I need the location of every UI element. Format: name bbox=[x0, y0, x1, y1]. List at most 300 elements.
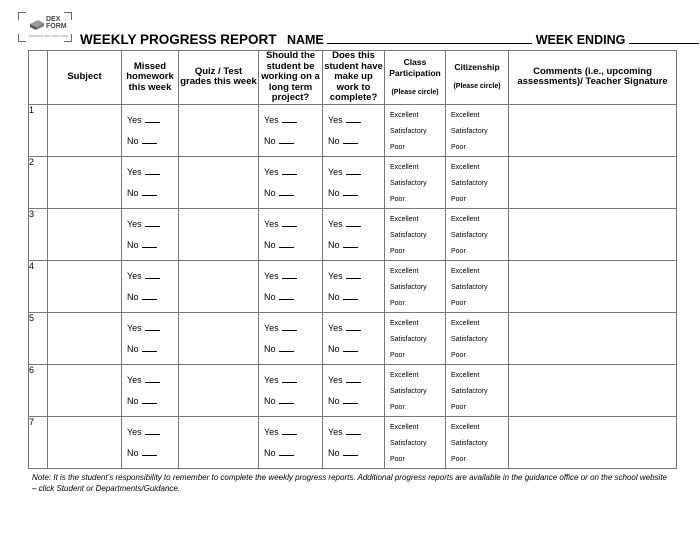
long-term-project-cell[interactable] bbox=[259, 364, 323, 416]
make-up-work-options bbox=[323, 105, 384, 156]
citizenship-options bbox=[446, 313, 508, 364]
citizenship-poor[interactable]: Poor bbox=[451, 299, 466, 307]
long-term-project-cell[interactable] bbox=[259, 104, 323, 156]
row-number: 3 bbox=[29, 208, 48, 260]
citizenship-excellent[interactable]: Excellent bbox=[451, 215, 480, 223]
no-blank[interactable] bbox=[343, 240, 358, 248]
long-term-project-cell[interactable] bbox=[259, 312, 323, 364]
yes-label: Yes bbox=[127, 322, 142, 333]
citizenship-satisfactory[interactable]: Satisfactory bbox=[451, 231, 488, 239]
missed-homework-header: Missed homework this week bbox=[122, 51, 179, 105]
frame-corner-bottom-left bbox=[18, 34, 26, 42]
no-label: No bbox=[328, 291, 340, 302]
long-term-project-yes[interactable] bbox=[264, 115, 297, 125]
participation-satisfactory[interactable]: Satisfactory bbox=[390, 179, 427, 187]
no-label: No bbox=[127, 395, 139, 406]
no-blank[interactable] bbox=[279, 344, 294, 352]
participation-cell bbox=[385, 260, 446, 312]
logo-wordmark bbox=[46, 16, 67, 30]
make-up-work-cell[interactable] bbox=[323, 208, 385, 260]
make-up-work-yes[interactable] bbox=[328, 115, 361, 125]
long-term-project-header: Should the student be working on a long term project? bbox=[259, 51, 323, 105]
missed-homework-options bbox=[122, 417, 178, 468]
comments-cell[interactable] bbox=[509, 260, 677, 312]
row-number: 6 bbox=[29, 364, 48, 416]
citizenship-cell bbox=[446, 416, 509, 468]
long-term-project-yes[interactable] bbox=[264, 427, 297, 437]
logo-word-bottom: FORM bbox=[46, 23, 67, 30]
no-label: No bbox=[127, 239, 139, 250]
missed-homework-no[interactable] bbox=[127, 448, 157, 458]
quiz-test-cell[interactable] bbox=[179, 208, 259, 260]
yes-label: Yes bbox=[127, 374, 142, 385]
participation-cell bbox=[385, 364, 446, 416]
long-term-project-no[interactable] bbox=[264, 292, 294, 302]
participation-options bbox=[385, 417, 445, 468]
logo-word-top: DEX bbox=[46, 16, 61, 23]
yes-label: Yes bbox=[328, 426, 343, 437]
yes-blank[interactable] bbox=[346, 427, 361, 435]
yes-blank[interactable] bbox=[282, 427, 297, 435]
participation-cell bbox=[385, 312, 446, 364]
citizenship-cell bbox=[446, 312, 509, 364]
participation-cell bbox=[385, 156, 446, 208]
missed-homework-no[interactable] bbox=[127, 136, 157, 146]
make-up-work-no[interactable] bbox=[328, 136, 358, 146]
participation-satisfactory[interactable]: Satisfactory bbox=[390, 335, 427, 343]
participation-cell bbox=[385, 104, 446, 156]
row-number: 5 bbox=[29, 312, 48, 364]
citizenship-options bbox=[446, 417, 508, 468]
week-ending-field[interactable] bbox=[629, 32, 699, 44]
long-term-project-options bbox=[259, 261, 322, 312]
long-term-project-no[interactable] bbox=[264, 448, 294, 458]
yes-blank[interactable] bbox=[145, 115, 160, 123]
missed-homework-options bbox=[122, 157, 178, 208]
no-label: No bbox=[127, 343, 139, 354]
no-label: No bbox=[127, 187, 139, 198]
make-up-work-yes[interactable] bbox=[328, 167, 361, 177]
yes-blank[interactable] bbox=[346, 375, 361, 383]
yes-blank[interactable] bbox=[145, 375, 160, 383]
quiz-test-cell[interactable] bbox=[179, 260, 259, 312]
row-number: 7 bbox=[29, 416, 48, 468]
yes-blank[interactable] bbox=[282, 219, 297, 227]
citizenship-cell bbox=[446, 364, 509, 416]
make-up-work-cell[interactable] bbox=[323, 416, 385, 468]
citizenship-cell bbox=[446, 156, 509, 208]
participation-options bbox=[385, 209, 445, 260]
quiz-test-cell[interactable] bbox=[179, 416, 259, 468]
no-label: No bbox=[264, 395, 276, 406]
missed-homework-no[interactable] bbox=[127, 396, 157, 406]
participation-satisfactory[interactable]: Satisfactory bbox=[390, 127, 427, 135]
make-up-work-yes[interactable] bbox=[328, 323, 361, 333]
long-term-project-cell[interactable] bbox=[259, 208, 323, 260]
subject-cell[interactable] bbox=[48, 312, 122, 364]
missed-homework-yes[interactable] bbox=[127, 375, 160, 385]
citizenship-cell bbox=[446, 260, 509, 312]
long-term-project-no[interactable] bbox=[264, 396, 294, 406]
quiz-test-cell[interactable] bbox=[179, 104, 259, 156]
yes-blank[interactable] bbox=[346, 167, 361, 175]
no-blank[interactable] bbox=[142, 292, 157, 300]
make-up-work-no[interactable] bbox=[328, 396, 358, 406]
participation-excellent[interactable]: Excellent bbox=[390, 423, 419, 431]
no-label: No bbox=[264, 135, 276, 146]
progress-table bbox=[28, 50, 677, 469]
make-up-work-options bbox=[323, 261, 384, 312]
yes-blank[interactable] bbox=[282, 115, 297, 123]
yes-label: Yes bbox=[264, 374, 279, 385]
participation-poor[interactable]: Poor bbox=[390, 455, 405, 463]
long-term-project-options bbox=[259, 417, 322, 468]
missed-homework-yes[interactable] bbox=[127, 167, 160, 177]
table-row bbox=[29, 104, 677, 156]
yes-label: Yes bbox=[328, 322, 343, 333]
comments-cell[interactable] bbox=[509, 312, 677, 364]
footer-note: Note: It is the student’s responsibility to remember to complete the weekly progress reports. Additional progress reports are available in the guidance office or on the school website – click Student or Departments/Guidance. bbox=[32, 473, 667, 493]
table-row bbox=[29, 364, 677, 416]
report-header bbox=[80, 32, 699, 47]
no-label: No bbox=[264, 343, 276, 354]
no-blank[interactable] bbox=[142, 344, 157, 352]
no-blank[interactable] bbox=[343, 292, 358, 300]
no-blank[interactable] bbox=[279, 240, 294, 248]
document-stack-icon bbox=[29, 18, 45, 32]
citizenship-poor[interactable]: Poor bbox=[451, 351, 466, 359]
missed-homework-no[interactable] bbox=[127, 292, 157, 302]
citizenship-header bbox=[446, 51, 509, 105]
participation-cell bbox=[385, 208, 446, 260]
participation-satisfactory[interactable]: Satisfactory bbox=[390, 231, 427, 239]
yes-blank[interactable] bbox=[346, 323, 361, 331]
yes-label: Yes bbox=[127, 114, 142, 125]
missed-homework-options bbox=[122, 209, 178, 260]
participation-options bbox=[385, 105, 445, 156]
citizenship-satisfactory[interactable]: Satisfactory bbox=[451, 127, 488, 135]
missed-homework-options bbox=[122, 313, 178, 364]
participation-satisfactory[interactable]: Satisfactory bbox=[390, 387, 427, 395]
participation-hint: (Please circle) bbox=[391, 88, 439, 96]
make-up-work-no[interactable] bbox=[328, 188, 358, 198]
participation-poor[interactable]: Poor bbox=[390, 299, 405, 307]
participation-poor[interactable]: Poor bbox=[390, 143, 405, 151]
report-title: WEEKLY PROGRESS REPORT bbox=[80, 32, 277, 47]
citizenship-poor[interactable]: Poor bbox=[451, 403, 466, 411]
no-label: No bbox=[264, 187, 276, 198]
make-up-work-options bbox=[323, 157, 384, 208]
long-term-project-yes[interactable] bbox=[264, 167, 297, 177]
participation-poor[interactable]: Poor bbox=[390, 195, 405, 203]
citizenship-excellent[interactable]: Excellent bbox=[451, 319, 480, 327]
long-term-project-yes[interactable] bbox=[264, 219, 297, 229]
make-up-work-yes[interactable] bbox=[328, 427, 361, 437]
citizenship-options bbox=[446, 157, 508, 208]
missed-homework-no[interactable] bbox=[127, 240, 157, 250]
make-up-work-cell[interactable] bbox=[323, 260, 385, 312]
long-term-project-options bbox=[259, 157, 322, 208]
citizenship-poor[interactable]: Poor bbox=[451, 143, 466, 151]
week-ending-label: WEEK ENDING bbox=[535, 33, 626, 47]
no-label: No bbox=[127, 135, 139, 146]
no-label: No bbox=[328, 239, 340, 250]
no-label: No bbox=[328, 343, 340, 354]
citizenship-hint: (Please circle) bbox=[453, 82, 501, 90]
no-blank[interactable] bbox=[279, 136, 294, 144]
yes-blank[interactable] bbox=[282, 167, 297, 175]
citizenship-poor[interactable]: Poor bbox=[451, 455, 466, 463]
make-up-work-yes[interactable] bbox=[328, 271, 361, 281]
participation-excellent[interactable]: Excellent bbox=[390, 215, 419, 223]
make-up-work-yes[interactable] bbox=[328, 219, 361, 229]
missed-homework-options bbox=[122, 105, 178, 156]
long-term-project-options bbox=[259, 365, 322, 416]
citizenship-satisfactory[interactable]: Satisfactory bbox=[451, 387, 488, 395]
class-participation-label: Class Participation bbox=[389, 56, 441, 78]
yes-label: Yes bbox=[328, 374, 343, 385]
logo-tagline: DOWNLOAD. EDIT. PRINT. DONE bbox=[29, 35, 68, 38]
participation-excellent[interactable]: Excellent bbox=[390, 371, 419, 379]
yes-blank[interactable] bbox=[145, 427, 160, 435]
missed-homework-yes[interactable] bbox=[127, 115, 160, 125]
participation-options bbox=[385, 261, 445, 312]
yes-label: Yes bbox=[127, 218, 142, 229]
missed-homework-no[interactable] bbox=[127, 188, 157, 198]
quiz-test-cell[interactable] bbox=[179, 156, 259, 208]
yes-blank[interactable] bbox=[282, 323, 297, 331]
no-blank[interactable] bbox=[279, 292, 294, 300]
no-blank[interactable] bbox=[343, 396, 358, 404]
header-row bbox=[29, 51, 677, 105]
participation-poor[interactable]: Poor bbox=[390, 351, 405, 359]
citizenship-options bbox=[446, 105, 508, 156]
missed-homework-options bbox=[122, 261, 178, 312]
no-label: No bbox=[127, 447, 139, 458]
subject-cell[interactable] bbox=[48, 260, 122, 312]
name-label: NAME bbox=[286, 33, 324, 47]
yes-blank[interactable] bbox=[346, 219, 361, 227]
participation-options bbox=[385, 157, 445, 208]
citizenship-poor[interactable]: Poor bbox=[451, 247, 466, 255]
no-blank[interactable] bbox=[142, 188, 157, 196]
yes-label: Yes bbox=[328, 114, 343, 125]
subject-cell[interactable] bbox=[48, 208, 122, 260]
make-up-work-options bbox=[323, 365, 384, 416]
table-row bbox=[29, 156, 677, 208]
no-label: No bbox=[127, 291, 139, 302]
table-body bbox=[29, 104, 677, 468]
no-label: No bbox=[328, 447, 340, 458]
logo-frame bbox=[18, 12, 72, 42]
comments-cell[interactable] bbox=[509, 104, 677, 156]
row-number-header bbox=[29, 51, 48, 105]
missed-homework-no[interactable] bbox=[127, 344, 157, 354]
yes-blank[interactable] bbox=[346, 115, 361, 123]
citizenship-satisfactory[interactable]: Satisfactory bbox=[451, 283, 488, 291]
quiz-test-header: Quiz / Test grades this week bbox=[179, 51, 259, 105]
yes-blank[interactable] bbox=[346, 271, 361, 279]
make-up-work-options bbox=[323, 209, 384, 260]
no-blank[interactable] bbox=[279, 396, 294, 404]
no-blank[interactable] bbox=[343, 344, 358, 352]
yes-label: Yes bbox=[127, 270, 142, 281]
make-up-work-cell[interactable] bbox=[323, 156, 385, 208]
long-term-project-yes[interactable] bbox=[264, 271, 297, 281]
participation-poor[interactable]: Poor bbox=[390, 403, 405, 411]
participation-satisfactory[interactable]: Satisfactory bbox=[390, 283, 427, 291]
make-up-work-no[interactable] bbox=[328, 344, 358, 354]
class-participation-header bbox=[385, 51, 446, 105]
missed-homework-cell[interactable] bbox=[122, 156, 179, 208]
citizenship-excellent[interactable]: Excellent bbox=[451, 371, 480, 379]
citizenship-excellent[interactable]: Excellent bbox=[451, 423, 480, 431]
no-blank[interactable] bbox=[279, 188, 294, 196]
table-row bbox=[29, 416, 677, 468]
participation-options bbox=[385, 365, 445, 416]
yes-blank[interactable] bbox=[145, 167, 160, 175]
missed-homework-options bbox=[122, 365, 178, 416]
missed-homework-cell[interactable] bbox=[122, 312, 179, 364]
make-up-work-header: Does this student have make up work to complete? bbox=[324, 50, 383, 103]
missed-homework-cell[interactable] bbox=[122, 104, 179, 156]
table-row bbox=[29, 260, 677, 312]
citizenship-options bbox=[446, 365, 508, 416]
long-term-project-no[interactable] bbox=[264, 240, 294, 250]
yes-blank[interactable] bbox=[145, 271, 160, 279]
citizenship-options bbox=[446, 209, 508, 260]
missed-homework-cell[interactable] bbox=[122, 260, 179, 312]
long-term-project-options bbox=[259, 209, 322, 260]
missed-homework-yes[interactable] bbox=[127, 323, 160, 333]
citizenship-cell bbox=[446, 104, 509, 156]
yes-label: Yes bbox=[264, 270, 279, 281]
participation-excellent[interactable]: Excellent bbox=[390, 163, 419, 171]
participation-excellent[interactable]: Excellent bbox=[390, 111, 419, 119]
missed-homework-yes[interactable] bbox=[127, 427, 160, 437]
row-number: 2 bbox=[29, 156, 48, 208]
no-label: No bbox=[328, 135, 340, 146]
long-term-project-yes[interactable] bbox=[264, 323, 297, 333]
no-blank[interactable] bbox=[343, 136, 358, 144]
missed-homework-cell[interactable] bbox=[122, 416, 179, 468]
long-term-project-cell[interactable] bbox=[259, 156, 323, 208]
long-term-project-no[interactable] bbox=[264, 188, 294, 198]
citizenship-satisfactory[interactable]: Satisfactory bbox=[451, 335, 488, 343]
citizenship-cell bbox=[446, 208, 509, 260]
yes-label: Yes bbox=[127, 166, 142, 177]
table-row bbox=[29, 312, 677, 364]
missed-homework-cell[interactable] bbox=[122, 364, 179, 416]
subject-cell[interactable] bbox=[48, 156, 122, 208]
yes-label: Yes bbox=[264, 426, 279, 437]
participation-excellent[interactable]: Excellent bbox=[390, 267, 419, 275]
no-blank[interactable] bbox=[343, 188, 358, 196]
subject-cell[interactable] bbox=[48, 104, 122, 156]
quiz-test-cell[interactable] bbox=[179, 364, 259, 416]
dexform-logo bbox=[29, 15, 69, 41]
comments-cell[interactable] bbox=[509, 156, 677, 208]
comments-cell[interactable] bbox=[509, 208, 677, 260]
missed-homework-yes[interactable] bbox=[127, 219, 160, 229]
citizenship-satisfactory[interactable]: Satisfactory bbox=[451, 439, 488, 447]
make-up-work-no[interactable] bbox=[328, 448, 358, 458]
no-label: No bbox=[328, 395, 340, 406]
citizenship-label: Citizenship bbox=[454, 62, 500, 73]
no-blank[interactable] bbox=[142, 396, 157, 404]
no-blank[interactable] bbox=[142, 136, 157, 144]
no-label: No bbox=[328, 187, 340, 198]
yes-blank[interactable] bbox=[282, 375, 297, 383]
long-term-project-no[interactable] bbox=[264, 344, 294, 354]
yes-label: Yes bbox=[264, 166, 279, 177]
make-up-work-cell[interactable] bbox=[323, 104, 385, 156]
comments-cell[interactable] bbox=[509, 364, 677, 416]
make-up-work-options bbox=[323, 313, 384, 364]
yes-label: Yes bbox=[264, 322, 279, 333]
quiz-test-cell[interactable] bbox=[179, 312, 259, 364]
no-blank[interactable] bbox=[142, 448, 157, 456]
citizenship-poor[interactable]: Poor bbox=[451, 195, 466, 203]
long-term-project-options bbox=[259, 313, 322, 364]
yes-label: Yes bbox=[328, 270, 343, 281]
no-blank[interactable] bbox=[142, 240, 157, 248]
missed-homework-cell[interactable] bbox=[122, 208, 179, 260]
yes-label: Yes bbox=[328, 218, 343, 229]
long-term-project-cell[interactable] bbox=[259, 416, 323, 468]
citizenship-excellent[interactable]: Excellent bbox=[451, 163, 480, 171]
subject-cell[interactable] bbox=[48, 364, 122, 416]
table-row bbox=[29, 208, 677, 260]
frame-corner-top-left bbox=[18, 12, 26, 20]
participation-excellent[interactable]: Excellent bbox=[390, 319, 419, 327]
citizenship-satisfactory[interactable]: Satisfactory bbox=[451, 179, 488, 187]
participation-satisfactory[interactable]: Satisfactory bbox=[390, 439, 427, 447]
no-blank[interactable] bbox=[279, 448, 294, 456]
missed-homework-yes[interactable] bbox=[127, 271, 160, 281]
yes-label: Yes bbox=[264, 114, 279, 125]
make-up-work-no[interactable] bbox=[328, 292, 358, 302]
participation-options bbox=[385, 313, 445, 364]
comments-cell[interactable] bbox=[509, 416, 677, 468]
long-term-project-no[interactable] bbox=[264, 136, 294, 146]
yes-label: Yes bbox=[264, 218, 279, 229]
yes-blank[interactable] bbox=[145, 323, 160, 331]
citizenship-excellent[interactable]: Excellent bbox=[451, 111, 480, 119]
yes-blank[interactable] bbox=[145, 219, 160, 227]
comments-header: Comments (i.e., upcoming assessments)/ Teacher Signature bbox=[509, 51, 677, 105]
make-up-work-yes[interactable] bbox=[328, 375, 361, 385]
no-blank[interactable] bbox=[343, 448, 358, 456]
long-term-project-cell[interactable] bbox=[259, 260, 323, 312]
make-up-work-no[interactable] bbox=[328, 240, 358, 250]
yes-label: Yes bbox=[127, 426, 142, 437]
citizenship-excellent[interactable]: Excellent bbox=[451, 267, 480, 275]
subject-cell[interactable] bbox=[48, 416, 122, 468]
participation-poor[interactable]: Poor bbox=[390, 247, 405, 255]
make-up-work-cell[interactable] bbox=[323, 364, 385, 416]
no-label: No bbox=[264, 291, 276, 302]
long-term-project-yes[interactable] bbox=[264, 375, 297, 385]
row-number: 1 bbox=[29, 104, 48, 156]
citizenship-options bbox=[446, 261, 508, 312]
participation-cell bbox=[385, 416, 446, 468]
name-field[interactable] bbox=[327, 32, 532, 44]
yes-blank[interactable] bbox=[282, 271, 297, 279]
no-label: No bbox=[264, 447, 276, 458]
make-up-work-options bbox=[323, 417, 384, 468]
make-up-work-cell[interactable] bbox=[323, 312, 385, 364]
